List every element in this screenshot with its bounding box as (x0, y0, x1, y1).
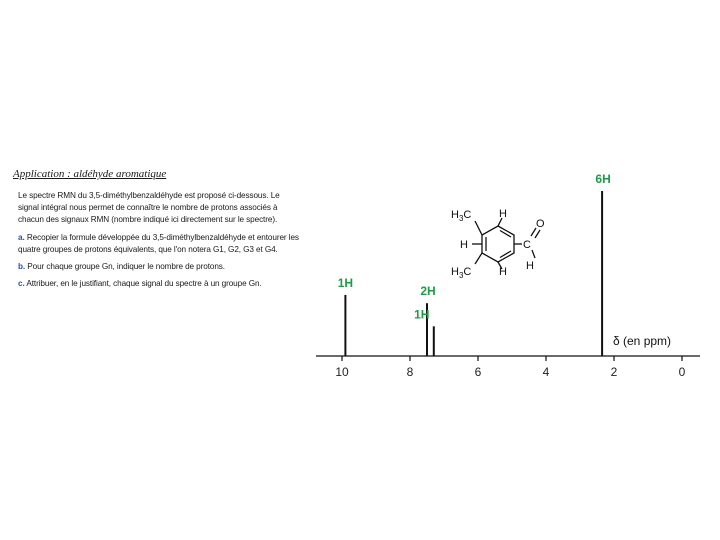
question-a-letter: a. (18, 232, 25, 242)
atom-h-aldehyde: H (526, 260, 534, 272)
question-c-text: Attribuer, en le justifiant, chaque signal du spectre à un groupe Gn. (26, 279, 262, 289)
bond-c-o-1 (535, 230, 540, 238)
bond-c-h3c-top (475, 221, 482, 235)
x-tick-label: 8 (406, 365, 414, 379)
x-tick-label: 0 (678, 365, 686, 379)
question-c (18, 278, 302, 290)
x-tick-label: 4 (542, 365, 550, 379)
x-tick-label: 10 (335, 365, 349, 379)
x-tick-label: 6 (474, 365, 482, 379)
peak-integration-label: 1H (337, 275, 354, 290)
atom-oxygen: O (536, 218, 545, 230)
atom-h-top: H (499, 208, 507, 220)
question-b-letter: b. (18, 262, 26, 272)
exercise-intro: Le spectre RMN du 3,5-diméthylbenzaldéhyde est proposé ci-dessous. Le signal intégral nous permet de connaître le nombre de protons associés à chacun des signaux RMN (nombre indiqué ici directement sur le spectre). (18, 191, 280, 225)
exercise-panel (10, 168, 302, 295)
x-axis-label: δ (en ppm) (613, 334, 672, 348)
peak-integration-label: 6H (595, 172, 611, 186)
atom-h-bottom: H (499, 266, 507, 278)
question-b (18, 261, 302, 273)
peak-integration-label: 1H (414, 307, 430, 322)
ring-double-bond-1 (500, 231, 511, 238)
bond-c-h-aldehyde (532, 250, 535, 258)
x-tick-label: 2 (610, 365, 618, 379)
question-a-text: Recopier la formule développée du 3,5-diméthylbenzaldéhyde et entourer les quatre groupes de protons équivalents, que l'on notera G1, G2, G3 et G4. (18, 232, 299, 254)
atom-carbon-aldehyde: C (523, 239, 531, 251)
bond-c-h3c-bottom (475, 253, 482, 264)
exercise-heading: Application : aldéhyde aromatique (13, 168, 167, 180)
atom-h3c-bottom: $H_3C$ (451, 266, 472, 280)
peak-integration-label: 2H (420, 284, 436, 299)
atom-h-left: H (460, 239, 468, 251)
benzene-ring (482, 226, 514, 262)
question-c-letter: c. (18, 279, 25, 289)
atom-h3c-top: $H_3C$ (451, 209, 472, 223)
question-b-text: Pour chaque groupe Gn, indiquer le nombre de protons. (27, 262, 225, 272)
question-a (18, 232, 302, 256)
ring-double-bond-3 (500, 251, 511, 258)
nmr-spectrum-chart (300, 150, 710, 390)
